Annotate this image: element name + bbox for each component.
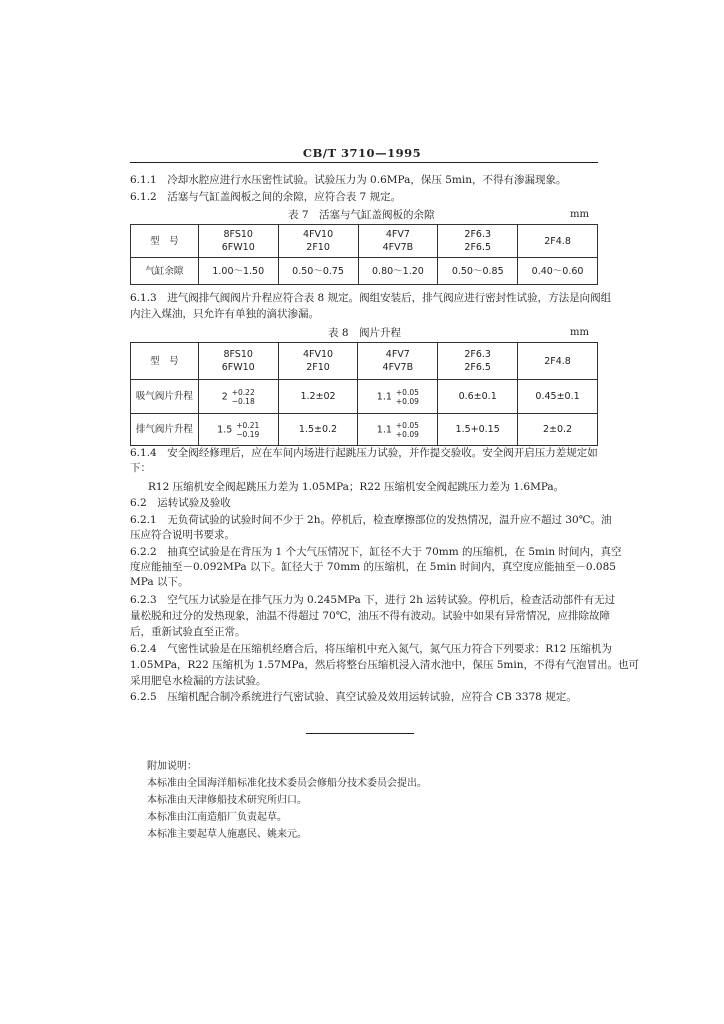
row-label: 吸气阀片升程 xyxy=(131,380,199,414)
table8-header-row xyxy=(131,343,598,380)
clause-6-2-3-line1: 6.2.3 空气压力试验是在排气压力为 0.245MPa 下，进行 2h 运转试验。停机后，检查活动部件有无过 xyxy=(130,594,616,606)
table-header: 8FS10 6FW10 xyxy=(198,225,278,258)
clause-6-1-4-line2: 下： xyxy=(130,462,151,474)
clause-6-2-4-line3: 采用肥皂水检漏的方法试验。 xyxy=(130,675,267,687)
standard-header: CB/T 3710—1995 xyxy=(302,146,422,160)
table7-header-row xyxy=(131,225,598,258)
clause-6-2-4-line2: 1.05MPa，R22 压缩机为 1.57MPa，然后将整台压缩机浸入清水池中，保压 5min，不得有气泡冒出。也可 xyxy=(130,659,640,671)
footnote-title: 附加说明： xyxy=(147,761,197,772)
table7 xyxy=(130,224,598,285)
table-row xyxy=(131,258,598,285)
table-header: 4FV10 2F10 xyxy=(278,343,358,380)
table-cell: 1.5+0.15 xyxy=(438,414,518,446)
footnote-divider xyxy=(306,733,414,734)
table-cell: 0.6±0.1 xyxy=(438,380,518,414)
clause-6-1-4-line1: 6.1.4 安全阀经修理后，应在车间内场进行起跳压力试验，并作提交验收。安全阀开启压力差规定如 xyxy=(130,447,598,459)
table-header: 4FV7 4FV7B xyxy=(358,225,438,258)
table-cell: 0.50～0.75 xyxy=(278,258,358,285)
table-header: 型 号 xyxy=(131,343,199,380)
table-header: 型 号 xyxy=(131,225,199,258)
clause-6-2-4-line1: 6.2.4 气密性试验是在压缩机经磨合后，将压缩机中充入氮气，氮气压力符合下列要求：R12 压缩机为 xyxy=(130,643,612,655)
clause-6-2-3-line2: 量松脱和过分的发热现象，油温不得超过 70℃，油压不得有波动。试验中如果有异常情况，应排除故障 xyxy=(130,610,610,622)
footnote-line: 本标准由全国海洋船标准化技术委员会修船分技术委员会提出。 xyxy=(147,778,427,789)
row-label: 气缸余隙 xyxy=(131,258,199,285)
table-cell: 0.45±0.1 xyxy=(518,380,598,414)
table-header: 4FV10 2F10 xyxy=(278,225,358,258)
clause-6-1-2: 6.1.2 活塞与气缸盖阀板之间的余隙，应符合表 7 规定。 xyxy=(130,191,402,203)
table-cell: 1.2±02 xyxy=(278,380,358,414)
table-row xyxy=(131,414,598,446)
clause-6-2-2-line1: 6.2.2 抽真空试验是在背压为 1 个大气压情况下，缸径不大于 70mm 的压缩机，在 5min 时间内，真空 xyxy=(130,546,622,558)
table-cell: 1.5 +0.21 −0.19 xyxy=(198,414,278,446)
table-cell: 1.00～1.50 xyxy=(198,258,278,285)
table7-caption: 表 7 活塞与气缸盖阀板的余隙 xyxy=(288,209,435,221)
footnote-line: 本标准主要起草人施惠民、姚来元。 xyxy=(147,829,307,840)
clause-6-1-1: 6.1.1 冷却水腔应进行水压密性试验。试验压力为 0.6MPa，保压 5min，不得有渗漏现象。 xyxy=(130,174,567,186)
footnote-line: 本标准由天津修船技术研究所归口。 xyxy=(147,795,307,806)
clause-6-2-1-line1: 6.2.1 无负荷试验的试验时间不少于 2h。停机后，检查摩擦部位的发热情况，温升应不超过 30℃。油 xyxy=(130,514,612,526)
row-label: 排气阀片升程 xyxy=(131,414,199,446)
clause-6-2-2-line2: 度应能抽至－0.092MPa 以下。缸径大于 70mm 的压缩机，在 5min 时间内，真空度应能抽至－0.085 xyxy=(130,561,616,573)
table-header: 2F6.3 2F6.5 xyxy=(438,225,518,258)
footnote-line: 本标准由江南造船厂负责起草。 xyxy=(147,812,287,823)
clause-6-1-3-line2: 内注入煤油，只允许有单独的滴状渗漏。 xyxy=(130,308,319,320)
table-cell: 0.80～1.20 xyxy=(358,258,438,285)
section-6-2-heading: 6.2 运转试验及验收 xyxy=(130,497,231,509)
table7-unit: mm xyxy=(570,209,589,220)
clause-6-2-5: 6.2.5 压缩机配合制冷系统进行气密试验、真空试验及效用运转试验，应符合 CB 3378 规定。 xyxy=(130,691,577,703)
table-cell: 1.1 +0.05 +0.09 xyxy=(358,380,438,414)
table-cell: 1.1 +0.05 +0.09 xyxy=(358,414,438,446)
table-cell: 1.5±0.2 xyxy=(278,414,358,446)
table-header: 4FV7 4FV7B xyxy=(358,343,438,380)
clause-6-2-1-line2: 压应符合说明书要求。 xyxy=(130,529,235,541)
table-header: 2F4.8 xyxy=(518,343,598,380)
table8-unit: mm xyxy=(570,327,589,338)
table8-caption: 表 8 阀片升程 xyxy=(328,327,402,339)
clause-6-1-4-line3: R12 压缩机安全阀起跳压力差为 1.05MPa；R22 压缩机安全阀起跳压力差为 1.6MPa。 xyxy=(148,481,565,493)
table-header: 8FS10 6FW10 xyxy=(198,343,278,380)
table-header: 2F4.8 xyxy=(518,225,598,258)
table8 xyxy=(130,342,598,446)
table-header: 2F6.3 2F6.5 xyxy=(438,343,518,380)
table-cell: 0.50～0.85 xyxy=(438,258,518,285)
table-cell: 2±0.2 xyxy=(518,414,598,446)
clause-6-2-2-line3: MPa 以下。 xyxy=(130,576,189,588)
table-cell: 2 +0.22 −0.18 xyxy=(198,380,278,414)
table-row xyxy=(131,380,598,414)
clause-6-2-3-line3: 后，重新试验直至正常。 xyxy=(130,626,246,638)
table-cell: 0.40～0.60 xyxy=(518,258,598,285)
header-rule xyxy=(130,162,598,163)
clause-6-1-3-line1: 6.1.3 进气阀排气阀阀片升程应符合表 8 规定。阀组安装后，排气阀应进行密封性试验，方法是向阀组 xyxy=(130,292,612,304)
